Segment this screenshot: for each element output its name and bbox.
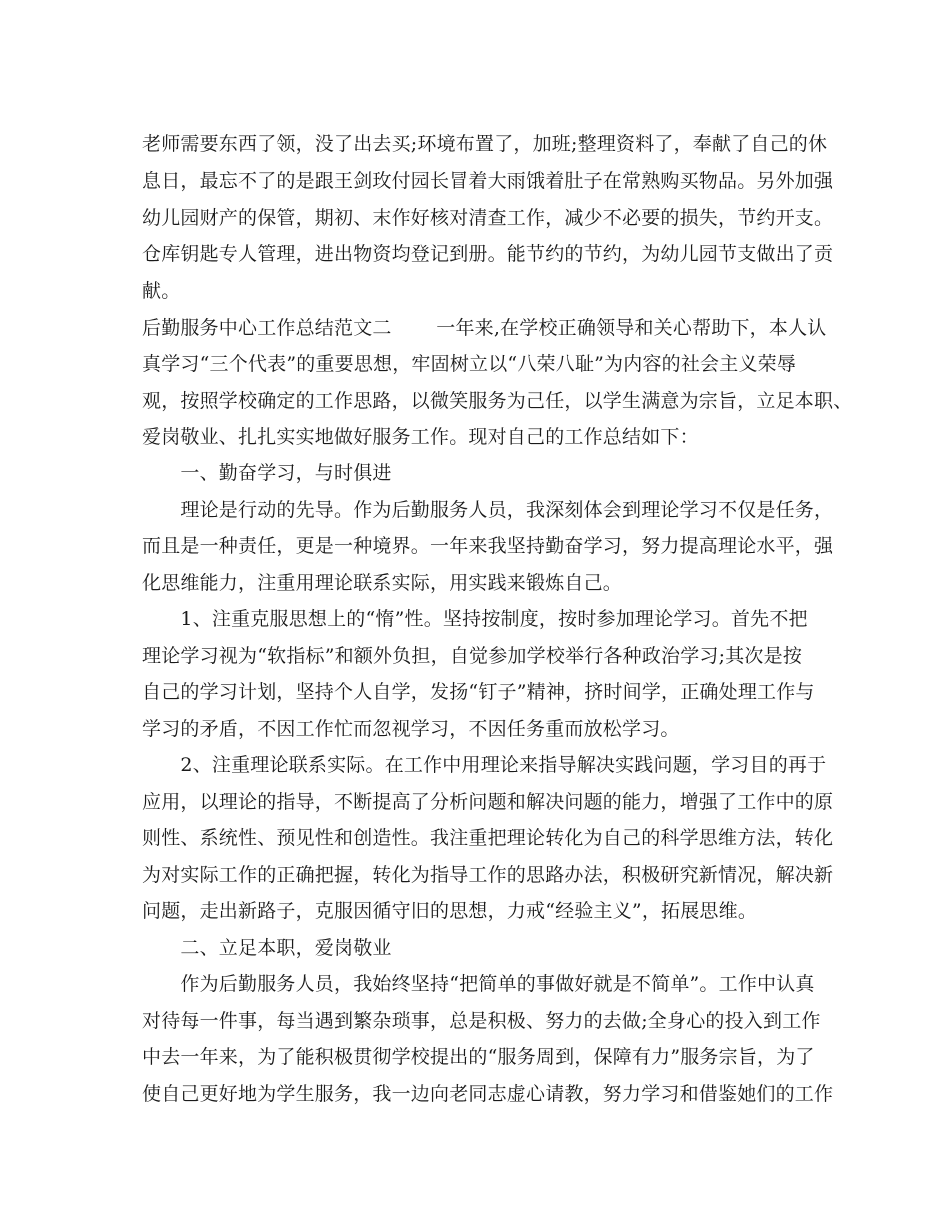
text-line: 学习的矛盾，不因工作忙而忽视学习，不因任务重而放松学习。	[142, 718, 680, 740]
text-line: 理论是行动的先导。作为后勤服务人员，我深刻体会到理论学习不仅是任务，	[142, 499, 834, 521]
section-heading-line: 后勤服务中心工作总结范文二 一年来,在学校正确领导和关心帮助下，本人认	[142, 317, 827, 339]
text-line: 爱岗敬业、扎扎实实地做好服务工作。现对自己的工作总结如下：	[142, 426, 699, 448]
text-line: 对待每一件事，每当遇到繁杂琐事，总是积极、努力的去做;全身心的投入到工作	[142, 1010, 821, 1032]
text-line: 2、注重理论联系实际。在工作中用理论来指导解决实践问题，学习目的再于	[142, 754, 827, 776]
text-line: 自己的学习计划，坚持个人自学，发扬“钉子”精神，挤时间学，正确处理工作与	[142, 681, 815, 703]
subheading-line: 一、勤奋学习，与时俱进	[142, 462, 392, 484]
text-line: 应用，以理论的指导，不断提高了分析问题和解决问题的能力，增强了工作中的原	[142, 791, 834, 813]
text-line: 理论学习视为“软指标”和额外负担，自觉参加学校举行各种政治学习;其次是按	[142, 645, 803, 667]
text-line: 1、注重克服思想上的“惰”性。坚持按制度，按时参加理论学习。首先不把	[142, 608, 808, 630]
text-line: 为对实际工作的正确把握，转化为指导工作的思路办法，积极研究新情况，解决新	[142, 864, 834, 886]
text-line: 中去一年来，为了能积极贯彻学校提出的“服务周到，保障有力”服务宗旨，为了	[142, 1046, 815, 1068]
text-line: 则性、系统性、预见性和创造性。我注重把理论转化为自己的科学思维方法，转化	[142, 827, 834, 849]
text-line: 息日，最忘不了的是跟王剑玫付园长冒着大雨饿着肚子在常熟购买物品。另外加强	[142, 170, 834, 192]
subheading-line: 二、立足本职，爱岗敬业	[142, 937, 392, 959]
text-line: 真学习“三个代表”的重要思想，牢固树立以“八荣八耻”为内容的社会主义荣辱	[142, 353, 797, 375]
text-line: 化思维能力，注重用理论联系实际，用实践来锻炼自己。	[142, 572, 623, 594]
text-line: 仓库钥匙专人管理，进出物资均登记到册。能节约的节约，为幼儿园节支做出了贡	[142, 243, 834, 265]
text-line: 献。	[142, 280, 181, 302]
text-line: 老师需要东西了领，没了出去买;环境布置了，加班;整理资料了，奉献了自己的休	[142, 133, 828, 155]
text-line: 幼儿园财产的保管，期初、末作好核对清查工作，减少不必要的损失，节约开支。	[142, 207, 834, 229]
text-line: 使自己更好地为学生服务，我一边向老同志虚心请教，努力学习和借鉴她们的工作	[142, 1083, 834, 1105]
text-line: 观，按照学校确定的工作思路，以微笑服务为己任，以学生满意为宗旨，立足本职、	[142, 390, 853, 412]
text-line: 问题，走出新路子，克服因循守旧的思想，力戒“经验主义”，拓展思维。	[142, 900, 758, 922]
text-line: 而且是一种责任，更是一种境界。一年来我坚持勤奋学习，努力提高理论水平，强	[142, 535, 834, 557]
text-line: 作为后勤服务人员，我始终坚持“把简单的事做好就是不简单”。工作中认真	[142, 973, 815, 995]
